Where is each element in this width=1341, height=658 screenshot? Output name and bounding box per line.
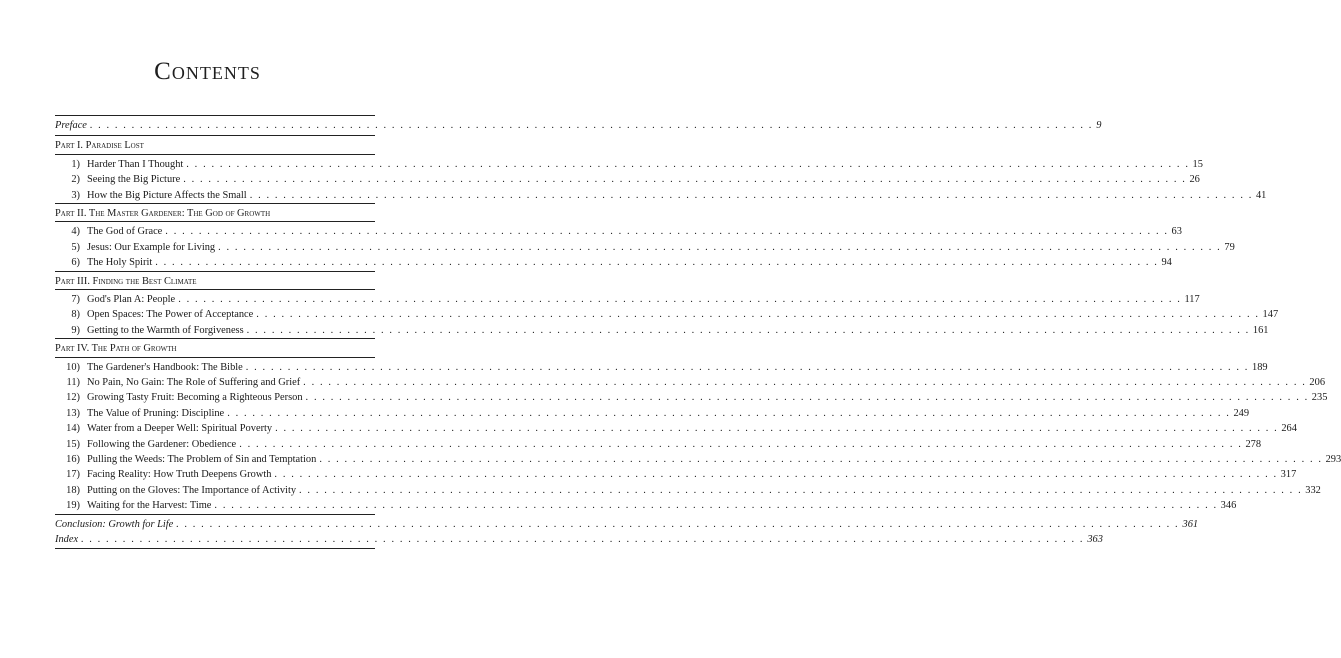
part-underline bbox=[55, 357, 375, 358]
toc-entry bbox=[55, 517, 1199, 532]
entry-title: Open Spaces: The Power of Acceptance bbox=[87, 309, 254, 321]
dot-leader: . . . . . . . . . . . . . . . . . . . . . . . . . . . . . . . . . . . . . . . . . . . . . . . . . . . . . . . . . . . . . . . . . . . . . . . . . . . . . . . . . . . . . . . . . . . . . . . . . . . . . . . . . . . . . . . . . . . . . . . . bbox=[245, 361, 1250, 373]
page-number: 235 bbox=[1311, 392, 1328, 404]
entry-title: How the Big Picture Affects the Small bbox=[87, 189, 247, 201]
chapter-number: 7) bbox=[71, 294, 80, 305]
toc-entry bbox=[55, 532, 1103, 547]
chapter-number: 1) bbox=[71, 158, 80, 170]
dot-leader: . . . . . . . . . . . . . . . . . . . . . . . . . . . . . . . . . . . . . . . . . . . . . . . . . . . . . . . . . . . . . . . . . . . . . . . . . . . . . . . . . . . . . . . . . . . . . . . . . . . . . . . . . . . . . . . . . . . . . . . . bbox=[178, 294, 1182, 305]
page-number: 249 bbox=[1233, 407, 1250, 419]
page-number: 15 bbox=[1192, 158, 1203, 170]
dot-leader: . . . . . . . . . . . . . . . . . . . . . . . . . . . . . . . . . . . . . . . . . . . . . . . . . . . . . . . . . . . . . . . . . . . . . . . . . . . . . . . . . . . . . . . . . . . . . . . . . . . . . . . . . . . . . . . . . . . . . . . . bbox=[246, 324, 1250, 336]
part-divider bbox=[55, 338, 375, 339]
entry-title: The Holy Spirit bbox=[87, 257, 153, 269]
dot-leader: . . . . . . . . . . . . . . . . . . . . . . . . . . . . . . . . . . . . . . . . . . . . . . . . . . . . . . . . . . . . . . . . . . . . . . . . . . . . . . . . . . . . . . . . . . . . . . . . . . . . . . . . . . . . . . . . . . . . . . . . bbox=[249, 189, 1253, 201]
dot-leader: . . . . . . . . . . . . . . . . . . . . . . . . . . . . . . . . . . . . . . . . . . . . . . . . . . . . . . . . . . . . . . . . . . . . . . . . . . . . . . . . . . . . . . . . . . . . . . . . . . . . . . . . . . . . . . . . . . . . . . . . bbox=[303, 377, 1307, 388]
entry-title: The Gardener's Handbook: The Bible bbox=[87, 361, 243, 373]
chapter-entry bbox=[55, 483, 1321, 498]
page-number: 26 bbox=[1189, 174, 1200, 186]
entry-title: The God of Grace bbox=[87, 226, 163, 238]
entry-title: Growing Tasty Fruit: Becoming a Righteous Person bbox=[87, 392, 303, 404]
chapter-number: 12) bbox=[66, 392, 80, 404]
page-number: 346 bbox=[1220, 500, 1237, 512]
chapter-number: 17) bbox=[66, 469, 80, 481]
entry-title: Water from a Deeper Well: Spiritual Poverty bbox=[87, 423, 273, 435]
chapter-number: 16) bbox=[66, 454, 80, 465]
page-number: 332 bbox=[1305, 484, 1321, 496]
entry-title: Following the Gardener: Obedience bbox=[87, 438, 237, 450]
chapter-number: 9) bbox=[71, 324, 80, 336]
page-number: 41 bbox=[1255, 189, 1267, 201]
page-number: 363 bbox=[1087, 534, 1103, 545]
entry-title: Getting to the Warmth of Forgiveness bbox=[87, 324, 244, 336]
chapter-entry bbox=[55, 498, 1237, 513]
chapter-number: 10) bbox=[66, 361, 80, 373]
page-number: 63 bbox=[1171, 226, 1182, 238]
entry-title: Index bbox=[55, 534, 79, 545]
page-number: 189 bbox=[1252, 361, 1268, 373]
chapter-entry bbox=[55, 292, 1200, 307]
toc-entry bbox=[55, 118, 1102, 133]
part-divider bbox=[55, 203, 375, 204]
page-number: 94 bbox=[1161, 257, 1172, 269]
chapter-number: 5) bbox=[71, 241, 80, 253]
chapter-number: 4) bbox=[71, 226, 80, 238]
chapter-number: 6) bbox=[71, 257, 80, 269]
chapter-entry bbox=[55, 172, 1200, 187]
chapter-number: 8) bbox=[71, 309, 80, 321]
chapter-number: 2) bbox=[71, 174, 80, 186]
chapter-entry bbox=[55, 307, 1279, 322]
part-underline bbox=[55, 289, 375, 290]
dot-leader: . . . . . . . . . . . . . . . . . . . . . . . . . . . . . . . . . . . . . . . . . . . . . . . . . . . . . . . . . . . . . . . . . . . . . . . . . . . . . . . . . . . . . . . . . . . . . . . . . . . . . . . . . . . . . . . . . . . . . . . . bbox=[275, 423, 1279, 435]
dot-leader: . . . . . . . . . . . . . . . . . . . . . . . . . . . . . . . . . . . . . . . . . . . . . . . . . . . . . . . . . . . . . . . . . . . . . . . . . . . . . . . . . . . . . . . . . . . . . . . . . . . . . . . . . . . . . . . . . . . . . . . . bbox=[319, 454, 1323, 465]
chapter-number: 13) bbox=[66, 407, 80, 419]
part-divider bbox=[55, 135, 375, 136]
entry-title: Putting on the Gloves: The Importance of Activity bbox=[87, 484, 297, 496]
page-number: 361 bbox=[1182, 518, 1199, 530]
part-divider bbox=[55, 271, 375, 272]
chapter-entry bbox=[55, 323, 1269, 338]
chapter-entry bbox=[55, 406, 1250, 421]
entry-title: Pulling the Weeds: The Problem of Sin and Temptation bbox=[87, 454, 317, 465]
page-number: 206 bbox=[1309, 377, 1326, 388]
dot-leader: . . . . . . . . . . . . . . . . . . . . . . . . . . . . . . . . . . . . . . . . . . . . . . . . . . . . . . . . . . . . . . . . . . . . . . . . . . . . . . . . . . . . . . . . . . . . . . . . . . . . . . . . . . . . . . . . . . . . . . . . bbox=[155, 257, 1159, 269]
entry-title: Harder Than I Thought bbox=[87, 158, 184, 170]
entry-title: Seeing the Big Picture bbox=[87, 174, 181, 186]
chapter-entry bbox=[55, 452, 1341, 467]
chapter-entry bbox=[55, 188, 1267, 203]
part-heading: Part IV. The Path of Growth bbox=[55, 343, 177, 355]
part-heading: Part II. The Master Gardener: The God of Growth bbox=[55, 208, 271, 219]
chapter-number: 15) bbox=[66, 438, 80, 450]
chapter-entry bbox=[55, 421, 1297, 436]
page-title: Contents bbox=[154, 58, 261, 85]
part-underline bbox=[55, 221, 375, 222]
chapter-entry bbox=[55, 437, 1262, 452]
entry-title: No Pain, No Gain: The Role of Suffering and Grief bbox=[87, 377, 301, 388]
entry-title: Waiting for the Harvest: Time bbox=[87, 500, 212, 512]
page-number: 317 bbox=[1280, 469, 1297, 481]
dot-leader: . . . . . . . . . . . . . . . . . . . . . . . . . . . . . . . . . . . . . . . . . . . . . . . . . . . . . . . . . . . . . . . . . . . . . . . . . . . . . . . . . . . . . . . . . . . . . . . . . . . . . . . . . . . . . . . . . . . . . . . . bbox=[186, 158, 1190, 170]
page-number: 147 bbox=[1262, 309, 1279, 321]
dot-leader: . . . . . . . . . . . . . . . . . . . . . . . . . . . . . . . . . . . . . . . . . . . . . . . . . . . . . . . . . . . . . . . . . . . . . . . . . . . . . . . . . . . . . . . . . . . . . . . . . . . . . . . . . . . . . . . . . . . . . . . . bbox=[256, 309, 1260, 321]
chapter-number: 19) bbox=[66, 500, 80, 512]
chapter-number: 18) bbox=[66, 484, 80, 496]
dot-leader: . . . . . . . . . . . . . . . . . . . . . . . . . . . . . . . . . . . . . . . . . . . . . . . . . . . . . . . . . . . . . . . . . . . . . . . . . . . . . . . . . . . . . . . . . . . . . . . . . . . . . . . . . . . . . . . . . . . . . . . . bbox=[274, 469, 1278, 481]
chapter-number: 11) bbox=[66, 377, 80, 388]
chapter-entry bbox=[55, 467, 1297, 482]
section-divider bbox=[55, 115, 375, 116]
dot-leader: . . . . . . . . . . . . . . . . . . . . . . . . . . . . . . . . . . . . . . . . . . . . . . . . . . . . . . . . . . . . . . . . . . . . . . . . . . . . . . . . . . . . . . . . . . . . . . . . . . . . . . . . . . . . . . . . . . . . . . . . bbox=[89, 120, 1094, 131]
dot-leader: . . . . . . . . . . . . . . . . . . . . . . . . . . . . . . . . . . . . . . . . . . . . . . . . . . . . . . . . . . . . . . . . . . . . . . . . . . . . . . . . . . . . . . . . . . . . . . . . . . . . . . . . . . . . . . . . . . . . . . . . bbox=[176, 518, 1180, 530]
chapter-entry bbox=[55, 390, 1328, 405]
page-number: 278 bbox=[1245, 438, 1262, 450]
chapter-entry bbox=[55, 255, 1172, 270]
chapter-number: 14) bbox=[66, 423, 80, 435]
entry-title: Conclusion: Growth for Life bbox=[55, 518, 174, 530]
page-number: 264 bbox=[1281, 423, 1297, 435]
page-number: 117 bbox=[1184, 294, 1200, 305]
chapter-number: 3) bbox=[71, 189, 80, 201]
dot-leader: . . . . . . . . . . . . . . . . . . . . . . . . . . . . . . . . . . . . . . . . . . . . . . . . . . . . . . . . . . . . . . . . . . . . . . . . . . . . . . . . . . . . . . . . . . . . . . . . . . . . . . . . . . . . . . . . . . . . . . . . bbox=[227, 407, 1231, 419]
part-underline bbox=[55, 154, 375, 155]
part-heading: Part I. Paradise Lost bbox=[55, 140, 144, 152]
dot-leader: . . . . . . . . . . . . . . . . . . . . . . . . . . . . . . . . . . . . . . . . . . . . . . . . . . . . . . . . . . . . . . . . . . . . . . . . . . . . . . . . . . . . . . . . . . . . . . . . . . . . . . . . . . . . . . . . . . . . . . . . bbox=[218, 241, 1222, 253]
dot-leader: . . . . . . . . . . . . . . . . . . . . . . . . . . . . . . . . . . . . . . . . . . . . . . . . . . . . . . . . . . . . . . . . . . . . . . . . . . . . . . . . . . . . . . . . . . . . . . . . . . . . . . . . . . . . . . . . . . . . . . . . bbox=[239, 438, 1243, 450]
entry-title: Facing Reality: How Truth Deepens Growth bbox=[87, 469, 272, 481]
page-number: 79 bbox=[1224, 241, 1235, 253]
dot-leader: . . . . . . . . . . . . . . . . . . . . . . . . . . . . . . . . . . . . . . . . . . . . . . . . . . . . . . . . . . . . . . . . . . . . . . . . . . . . . . . . . . . . . . . . . . . . . . . . . . . . . . . . . . . . . . . . . . . . . . . . bbox=[214, 500, 1218, 512]
page-number: 161 bbox=[1252, 324, 1269, 336]
entry-title: The Value of Pruning: Discipline bbox=[87, 407, 225, 419]
entry-title: God's Plan A: People bbox=[87, 294, 176, 305]
chapter-entry bbox=[55, 375, 1326, 390]
bottom-divider bbox=[55, 548, 375, 549]
dot-leader: . . . . . . . . . . . . . . . . . . . . . . . . . . . . . . . . . . . . . . . . . . . . . . . . . . . . . . . . . . . . . . . . . . . . . . . . . . . . . . . . . . . . . . . . . . . . . . . . . . . . . . . . . . . . . . . . . . . . . . . . bbox=[165, 226, 1169, 238]
dot-leader: . . . . . . . . . . . . . . . . . . . . . . . . . . . . . . . . . . . . . . . . . . . . . . . . . . . . . . . . . . . . . . . . . . . . . . . . . . . . . . . . . . . . . . . . . . . . . . . . . . . . . . . . . . . . . . . . . . . . . . . . bbox=[81, 534, 1085, 545]
dot-leader: . . . . . . . . . . . . . . . . . . . . . . . . . . . . . . . . . . . . . . . . . . . . . . . . . . . . . . . . . . . . . . . . . . . . . . . . . . . . . . . . . . . . . . . . . . . . . . . . . . . . . . . . . . . . . . . . . . . . . . . . bbox=[183, 174, 1187, 186]
dot-leader: . . . . . . . . . . . . . . . . . . . . . . . . . . . . . . . . . . . . . . . . . . . . . . . . . . . . . . . . . . . . . . . . . . . . . . . . . . . . . . . . . . . . . . . . . . . . . . . . . . . . . . . . . . . . . . . . . . . . . . . . bbox=[299, 484, 1303, 496]
dot-leader: . . . . . . . . . . . . . . . . . . . . . . . . . . . . . . . . . . . . . . . . . . . . . . . . . . . . . . . . . . . . . . . . . . . . . . . . . . . . . . . . . . . . . . . . . . . . . . . . . . . . . . . . . . . . . . . . . . . . . . . . bbox=[305, 392, 1309, 404]
page-number: 293 bbox=[1325, 454, 1341, 465]
chapter-entry bbox=[55, 360, 1268, 375]
entry-title: Jesus: Our Example for Living bbox=[87, 241, 216, 253]
section-divider bbox=[55, 514, 375, 515]
part-heading: Part III. Finding the Best Climate bbox=[55, 275, 197, 287]
page-number: 9 bbox=[1096, 120, 1102, 131]
chapter-entry bbox=[55, 224, 1182, 239]
entry-title: Preface bbox=[55, 120, 87, 131]
chapter-entry bbox=[55, 240, 1235, 255]
chapter-entry bbox=[55, 157, 1203, 172]
